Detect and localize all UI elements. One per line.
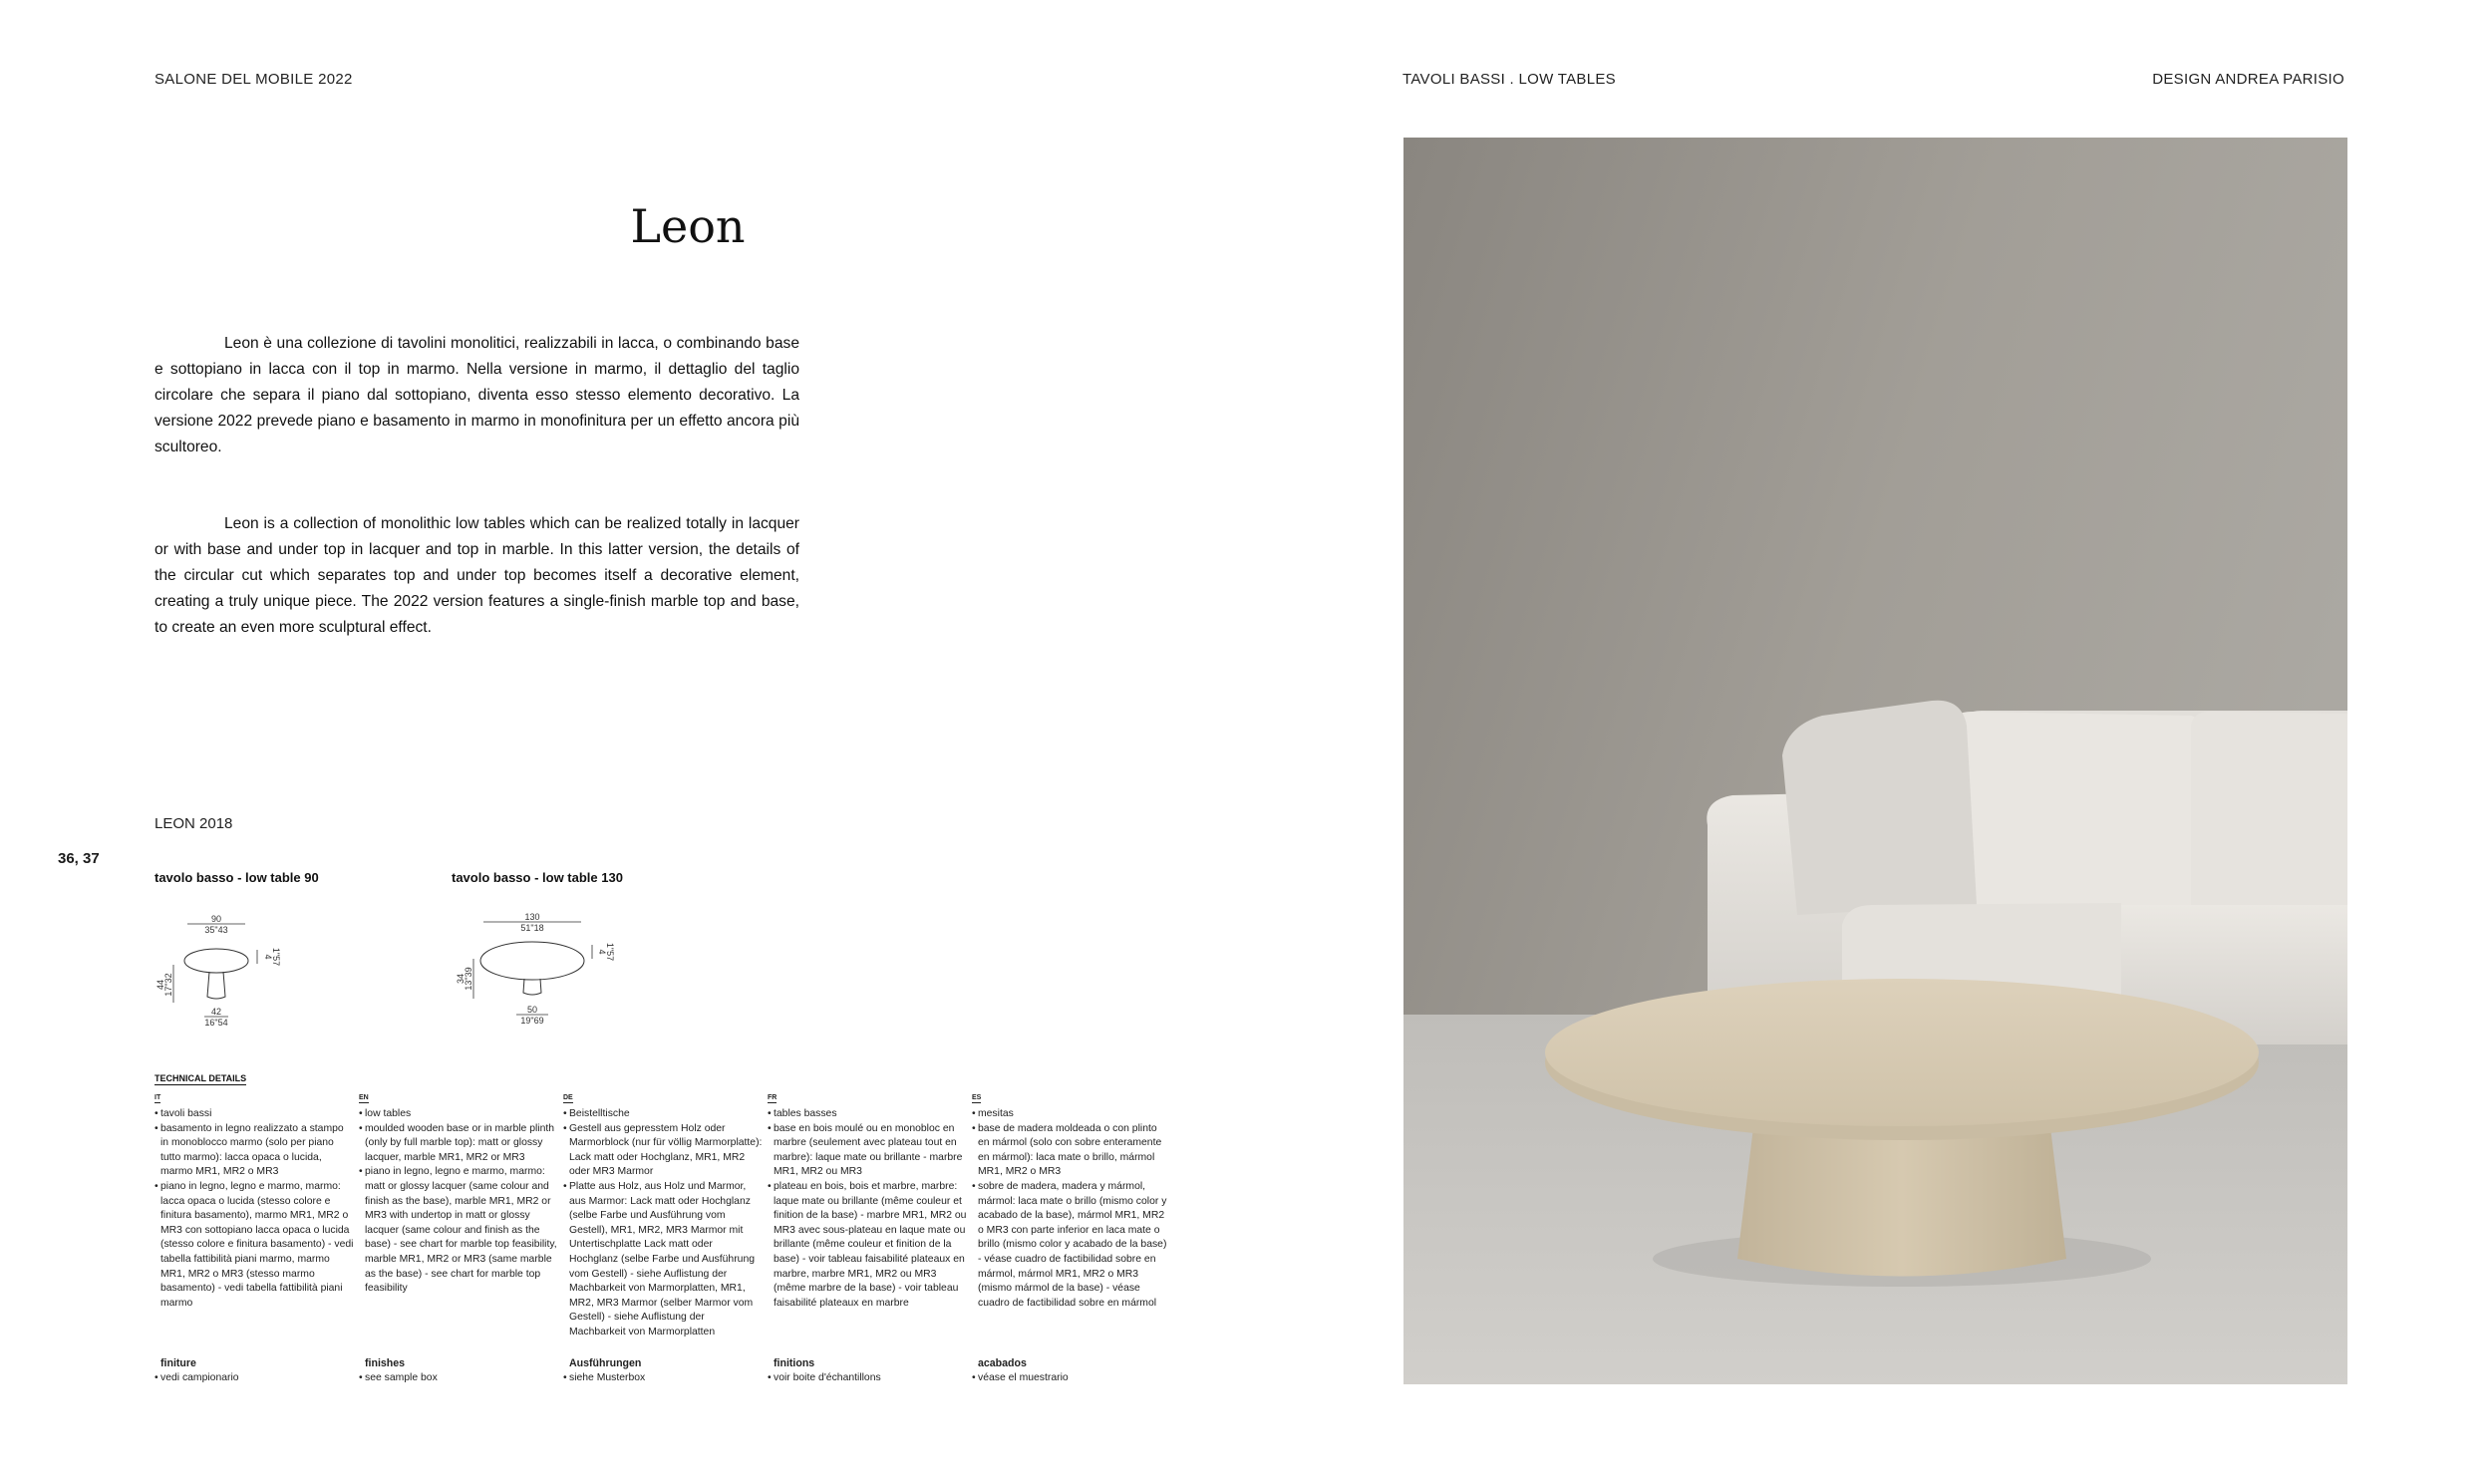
product-photo-illustration [1403, 138, 2347, 1384]
finishes-block [155, 1356, 354, 1385]
finishes-value: • véase el muestrario [972, 1371, 1171, 1386]
dim-top-in: 1"57 [271, 947, 281, 967]
tech-item: • piano in legno, legno e marmo, marmo: lacca opaca o lucida (stesso colore e finitura basamento), marmo MR1, MR2 o MR3 con sottopiano lacca opaca o lucida (stesso colore e finitura basamento) - vedi tabella fattibilità piani marmo, marmo MR1, MR2 o MR3 (stesso marmo basamento) - vedi tabella fattibilità piani marmo [155, 1180, 354, 1311]
finishes-title: finiture [160, 1357, 196, 1369]
tech-item: • basamento in legno realizzato a stampo in monoblocco marmo (solo per piano tutto marmo): lacca opaca o lucida, marmo MR1, MR2 o MR3 [155, 1122, 354, 1180]
tech-column-fr [768, 1090, 967, 1383]
description-english: Leon is a collection of monolithic low tables which can be realized totally in lacquer or with base and under top in lacquer and top in marble. In this latter version, the details of the circular cut which separates top and under top becomes itself a decorative element, creating a truly unique piece. The 2022 version features a single-finish marble top and base, to create an even more sculptural effect. [155, 515, 799, 636]
technical-details-heading: TECHNICAL DETAILS [155, 1073, 247, 1083]
dim-height: 34 [456, 973, 466, 985]
tech-item: • plateau en bois, bois et marbre, marbre: laque mate ou brillante (même couleur et finition de la base) - marbre MR1, MR2 ou MR3 avec sous-plateau en laque mate ou brillante (même couleur et finition de la base) - voir tableau faisabilité plateaux en marbre, marbre MR1, MR2 ou MR3 (même marbre de la base) - voir tableau faisabilité plateaux en marbre [768, 1180, 967, 1311]
dim-height-in: 13"39 [464, 967, 473, 991]
finishes-title: Ausführungen [569, 1357, 642, 1369]
language-code: ES [972, 1094, 982, 1101]
finishes-value: • voir boite d'échantillons [768, 1371, 967, 1386]
tech-item: • base en bois moulé ou en monobloc en marbre (seulement avec plateau tout en marbre): laque mate ou brillante - marbre MR1, MR2 ou MR3 [768, 1122, 967, 1180]
tech-column-en [359, 1090, 558, 1383]
table-130-label: tavolo basso - low table 130 [452, 870, 623, 885]
tech-item: • moulded wooden base or in marble plinth (only by full marble top): matt or glossy lacquer, marble MR1, MR2 or MR3 [359, 1122, 558, 1166]
dim-base-in: 16"54 [204, 1018, 228, 1028]
header-left: SALONE DEL MOBILE 2022 [155, 71, 353, 88]
finishes-value: • vedi campionario [155, 1371, 354, 1386]
dim-top: 4 [597, 949, 607, 955]
tech-item: • base de madera moldeada o con plinto en mármol (solo con sobre enteramente en mármol): laca mate o brillo, mármol MR1, MR2 o MR3 [972, 1122, 1171, 1180]
finishes-block [359, 1356, 558, 1385]
dim-width: 130 [524, 912, 540, 922]
header-right: DESIGN ANDREA PARISIO [2152, 71, 2344, 88]
finishes-block [972, 1356, 1171, 1385]
finishes-block [563, 1356, 763, 1385]
dim-base: 42 [210, 1007, 222, 1017]
table-90-label: tavolo basso - low table 90 [155, 870, 319, 885]
table-90-drawing [150, 909, 299, 1031]
dim-width: 90 [210, 914, 222, 924]
tech-item: • mesitas [972, 1107, 1171, 1122]
tech-item: • Platte aus Holz, aus Holz und Marmor, aus Marmor: Lack matt oder Hochglanz (selbe Farbe und Ausführung vom Gestell), MR1, MR2, MR3 Marmor mit Untertischplatte Lack matt oder Hochglanz (selbe Farbe und Ausführung vom Gestell) - siehe Auflistung der Machbarkeit von Marmorplatten, MR1, MR2, MR3 Marmor (selber Marmor vom Gestell) - siehe Auflistung der Machbarkeit von Marmorplatten [563, 1180, 763, 1340]
finishes-block [768, 1356, 967, 1385]
tech-item: • Beistelltische [563, 1107, 763, 1122]
description-italian: Leon è una collezione di tavolini monolitici, realizzabili in lacca, o combinando base e sottopiano in lacca con il top in marmo. Nella versione in marmo, il dettaglio del taglio circolare che separa il piano dal sottopiano, diventa esso stesso elemento decorativo. La versione 2022 prevede piano e basamento in marmo in monofinitura per un effetto ancora più scultoreo. [155, 335, 799, 455]
product-photo [1403, 138, 2347, 1384]
finishes-value: • see sample box [359, 1371, 558, 1386]
tech-column-de [563, 1090, 763, 1383]
dim-height: 44 [156, 979, 165, 991]
tech-item: • piano in legno, legno e marmo, marmo: matt or glossy lacquer (same colour and finish as the base), marble MR1, MR2 or MR3 with undertop in matt or glossy lacquer (same colour and finish as the base) - see chart for marble top feasibility, marble MR1, MR2 or MR3 (same marble as the base) - see chart for marble top feasibility [359, 1165, 558, 1296]
tech-column-es [972, 1090, 1171, 1383]
dim-base-in: 19"69 [520, 1016, 544, 1026]
tech-item: • sobre de madera, madera y mármol, mármol: laca mate o brillo (mismo color y acabado de la base), mármol MR1, MR2 o MR3 con parte inferior en laca mate o brillo (mismo color y acabado de la base) - véase cuadro de factibilidad sobre en mármol, mármol MR1, MR2 o MR3 (mismo mármol de la base) - véase cuadro de factibilidad sobre en mármol [972, 1180, 1171, 1311]
tech-column-it [155, 1090, 354, 1383]
tech-item: • tavoli bassi [155, 1107, 354, 1122]
tech-item: • Gestell aus gepresstem Holz oder Marmorblock (nur für völlig Marmorplatte): Lack matt oder Hochglanz, MR1, MR2 oder MR3 Marmor [563, 1122, 763, 1180]
collection-title: LEON 2018 [155, 815, 233, 832]
finishes-title: acabados [978, 1357, 1027, 1369]
dim-width-in: 51"18 [520, 923, 544, 933]
dim-base: 50 [526, 1005, 538, 1015]
finishes-title: finitions [774, 1357, 815, 1369]
dim-height-in: 17"32 [163, 973, 173, 997]
header-middle: TAVOLI BASSI . LOW TABLES [1402, 71, 1616, 88]
page-number: 36, 37 [58, 850, 100, 867]
language-code: EN [359, 1094, 369, 1101]
dim-top: 4 [263, 954, 273, 960]
tech-item: • tables basses [768, 1107, 967, 1122]
dim-width-in: 35"43 [204, 925, 228, 935]
table-130-drawing [447, 907, 626, 1031]
page-title: Leon [630, 199, 746, 253]
tech-item: • low tables [359, 1107, 558, 1122]
dim-top-in: 1"57 [605, 942, 615, 962]
language-code: FR [768, 1094, 778, 1101]
language-code: DE [563, 1094, 573, 1101]
finishes-value: • siehe Musterbox [563, 1371, 763, 1386]
finishes-title: finishes [365, 1357, 406, 1369]
language-code: IT [155, 1094, 161, 1101]
